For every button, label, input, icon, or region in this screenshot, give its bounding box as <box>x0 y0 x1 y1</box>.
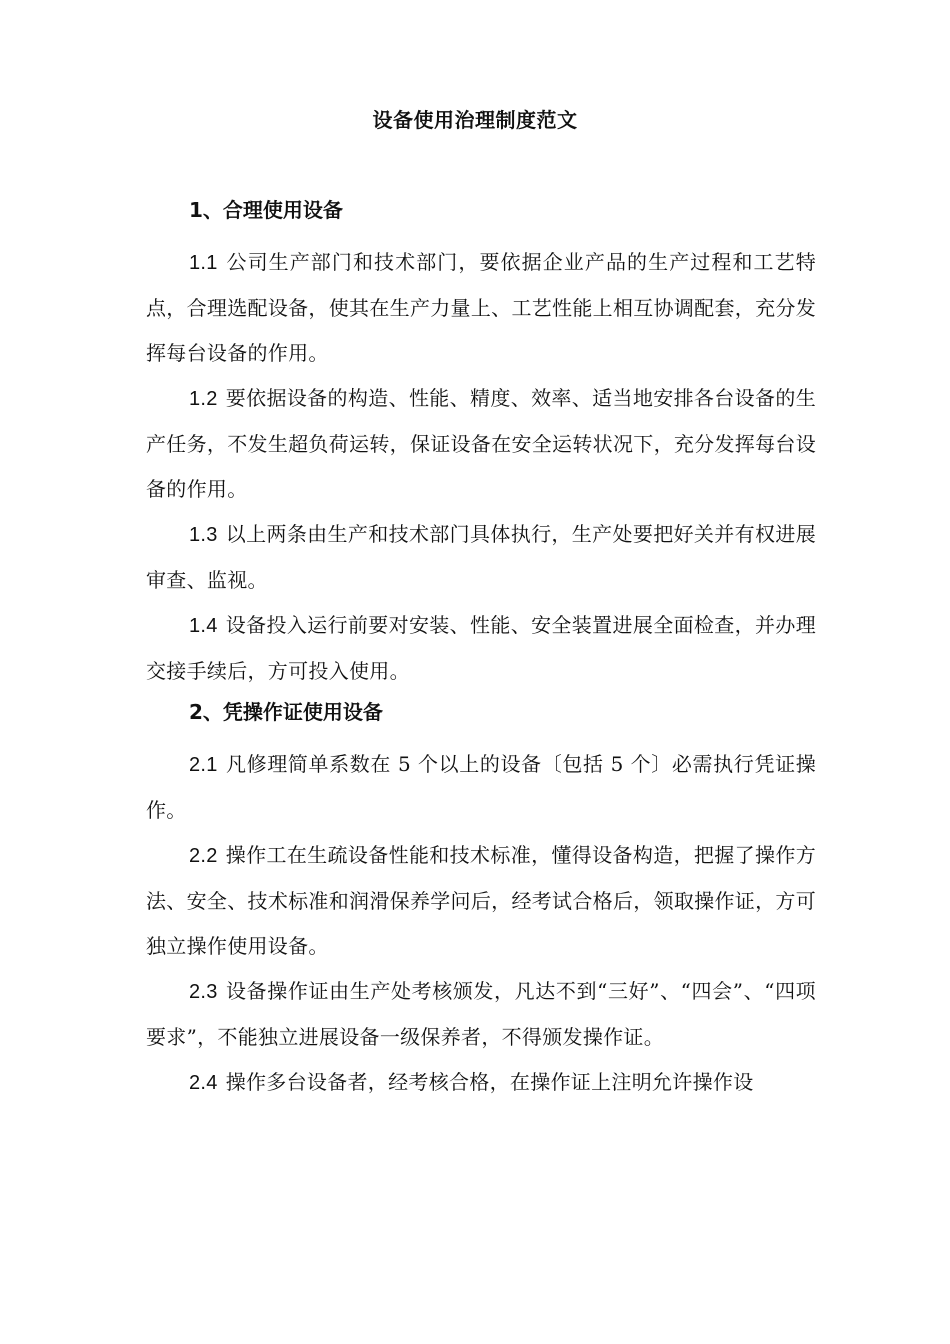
paragraph-2-2 <box>146 833 816 969</box>
paragraph-2-4 <box>146 1060 816 1106</box>
clause-number: 1.4 <box>189 615 218 637</box>
clause-text: 操作工在生疏设备性能和技术标准，懂得设备构造，把握了操作方法、安全、技术标准和润滑保养学问后，经考试合格后，领取操作证，方可独立操作使用设备。 <box>146 843 816 958</box>
paragraph-2-1 <box>146 742 816 833</box>
paragraph-1-1 <box>146 240 816 376</box>
clause-text: 设备操作证由生产处考核颁发，凡达不到“三好”、“四会”、“四项要求”，不能独立进展设备一级保养者，不得颁发操作证。 <box>146 979 816 1049</box>
clause-number: 2.4 <box>189 1072 218 1094</box>
paragraph-1-2 <box>146 376 816 512</box>
clause-text: 公司生产部门和技术部门，要依据企业产品的生产过程和工艺特点，合理选配设备，使其在生产力量上、工艺性能上相互协调配套，充分发挥每台设备的作用。 <box>146 250 816 365</box>
clause-text: 设备投入运行前要对安装、性能、安全装置进展全面检查，并办理交接手续后，方可投入使用。 <box>146 613 816 683</box>
paragraph-1-4 <box>146 603 816 694</box>
section-heading-1: 1、合理使用设备 <box>189 198 343 222</box>
clause-text: 凡修理简单系数在 5 个以上的设备〔包括 5 个〕必需执行凭证操作。 <box>146 752 816 822</box>
clause-text: 以上两条由生产和技术部门具体执行，生产处要把好关并有权进展审查、监视。 <box>146 522 816 592</box>
document-body <box>146 194 816 1106</box>
section-heading-2: 2、凭操作证使用设备 <box>189 700 383 724</box>
clause-number: 2.3 <box>189 981 218 1003</box>
clause-number: 2.1 <box>189 754 218 776</box>
paragraph-1-3 <box>146 512 816 603</box>
clause-number: 1.3 <box>189 524 218 546</box>
clause-text: 要依据设备的构造、性能、精度、效率、适当地安排各台设备的生产任务，不发生超负荷运转，保证设备在安全运转状况下，充分发挥每台设备的作用。 <box>146 386 816 501</box>
document-title: 设备使用治理制度范文 <box>372 108 578 132</box>
paragraph-2-3 <box>146 969 816 1060</box>
clause-number: 1.1 <box>189 252 218 274</box>
clause-number: 1.2 <box>189 388 218 410</box>
clause-text: 操作多台设备者，经考核合格，在操作证上注明允许操作设 <box>225 1070 754 1094</box>
clause-number: 2.2 <box>189 845 218 867</box>
